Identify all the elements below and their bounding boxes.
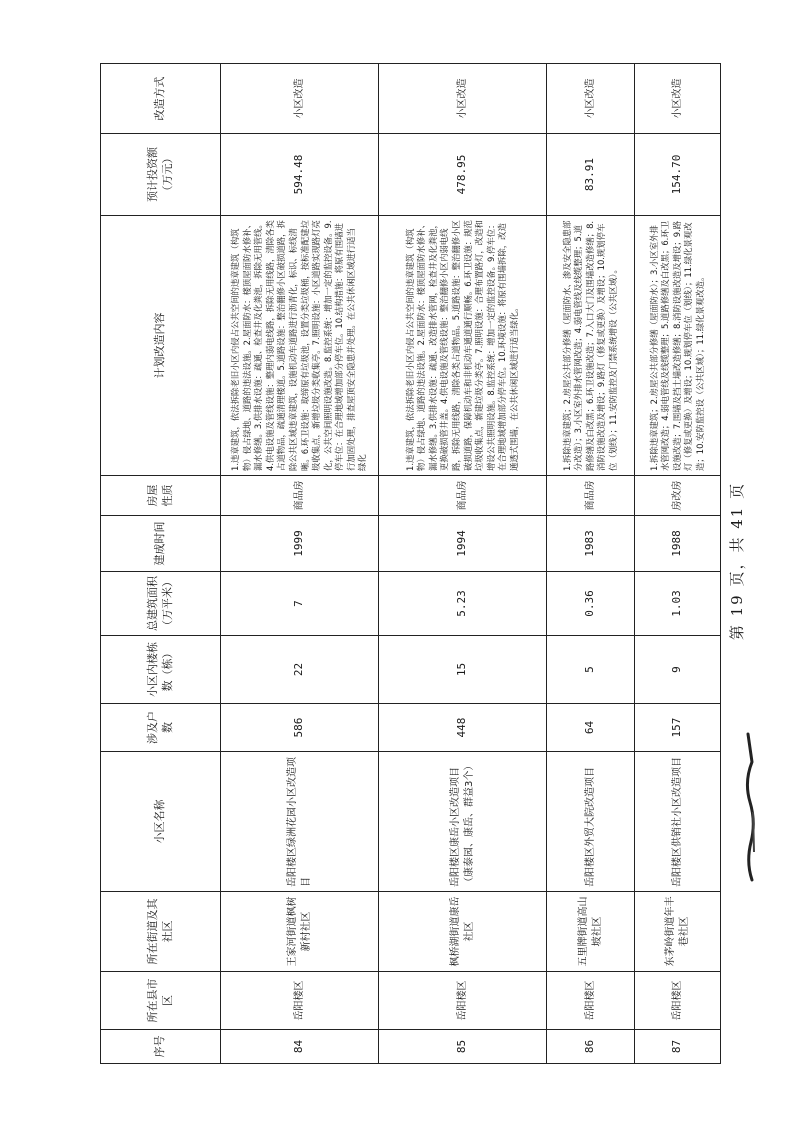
cell-nature: 商品房 [379, 476, 547, 516]
cell-year: 1999 [221, 516, 379, 572]
cell-nature: 房改房 [635, 476, 721, 516]
cell-plan: 1.拆除违章建筑；2.房屋公共部分修缮（屋面防水、渗及安全隐患部分改造）；3.小区室外排水管网改造；4.弱电管线及线缆整理；5.道路修缮及白改黑；6.环卫设施改造；7.入口大门及围墙改造修缮；8.消防设施改造及增设；9.路灯（修复或更换）及增设；10.规划停车位（划线）；11.安防监控及门禁系统增设（公共区域）。 [547, 216, 635, 476]
page-footer: 第 19 页，共 41 页 [728, 481, 746, 641]
cell-seq: 86 [547, 1030, 635, 1064]
cell-name: 岳阳楼区外贸大院改造项目 [547, 752, 635, 892]
header-buildings: 小区内楼栋数（栋） [101, 636, 221, 704]
cell-area: 0.36 [547, 572, 635, 636]
header-name: 小区名称 [101, 752, 221, 892]
cell-nature: 商品房 [547, 476, 635, 516]
cell-year: 1988 [635, 516, 721, 572]
cell-mode: 小区改造 [635, 64, 721, 134]
cell-investment: 478.95 [379, 134, 547, 216]
cell-area: 1.03 [635, 572, 721, 636]
cell-street: 王家河街道枫树新村社区 [221, 892, 379, 972]
cell-year: 1994 [379, 516, 547, 572]
cell-area: 5.23 [379, 572, 547, 636]
cell-nature: 商品房 [221, 476, 379, 516]
table-row [635, 64, 721, 1064]
cell-investment: 83.91 [547, 134, 635, 216]
header-seq: 序号 [101, 1030, 221, 1064]
cell-street: 五里牌街道高山坡社区 [547, 892, 635, 972]
renovation-table [100, 63, 721, 1064]
scan-artifact-mark [742, 732, 758, 882]
table-row [221, 64, 379, 1064]
header-year: 建成时间 [101, 516, 221, 572]
cell-county: 岳阳楼区 [547, 972, 635, 1030]
cell-households: 157 [635, 704, 721, 752]
cell-mode: 小区改造 [547, 64, 635, 134]
header-street: 所在街道及其社区 [101, 892, 221, 972]
header-households: 涉及户数 [101, 704, 221, 752]
cell-street: 东茅岭街道年丰巷社区 [635, 892, 721, 972]
table-row [379, 64, 547, 1064]
cell-county: 岳阳楼区 [635, 972, 721, 1030]
cell-name: 岳阳楼区供销社小区改造项目 [635, 752, 721, 892]
cell-county: 岳阳楼区 [379, 972, 547, 1030]
cell-seq: 87 [635, 1030, 721, 1064]
header-plan: 计划改造内容 [101, 216, 221, 476]
header-nature: 房屋性质 [101, 476, 221, 516]
cell-seq: 85 [379, 1030, 547, 1064]
cell-mode: 小区改造 [221, 64, 379, 134]
cell-street: 枫桥湖街道康岳社区 [379, 892, 547, 972]
header-county: 所在县市区 [101, 972, 221, 1030]
cell-plan: 1.拆除违章建筑；2.房屋公共部分修缮（屋面防水）；3.小区室外排水管网改造；4.弱电管线及线缆整理；5.道路修缮及白改黑；6.环卫设施改造；7.围墙及挡土墙改造修缮；8.消防设施改造及增设；9.路灯（修复或更换）及增设；10.规划停车位（划线）；11.绿化景观改造；10.安防监控设（公共区域）；11.绿化景观改造。 [635, 216, 721, 476]
cell-buildings: 15 [379, 636, 547, 704]
cell-area: 7 [221, 572, 379, 636]
cell-buildings: 9 [635, 636, 721, 704]
cell-plan: 1.违章建筑，依法拆除老旧小区内侵占公共空间的违章建筑（构筑物）侵占绿地、道路的违法设施。2.屋面防水：楼顶屋面防水修补、漏水修缮。3.供排水设施：疏通、改造排水管网，检查井及化粪池，更换破损管井盖。4.供电设施及管线设施：整治翻修小区内弱电线路，拆除无用线路，清除各类占道物品。5.道路设施：整治翻修小区破损道路，保障机动车和非机动车通道通行顺畅。6.环卫设施：规范垃圾收集点，新建垃圾分类亭。7.照明设施：合理布置路灯，改造和增设公共照明设施。8.监控系统：增加一定的监控设备。9.停车位：在合理地域增加部分停车位。10.环境设施：将原有围墙拆除，改造通透式围墙，在公共休闲区域进行适当绿化。 [379, 216, 547, 476]
header-mode: 改造方式 [101, 64, 221, 134]
cell-name: 岳阳楼区绿洲花园小区改造项目 [221, 752, 379, 892]
cell-name: 岳阳楼区康岳小区改造项目（康泰园、康岳、群益3个） [379, 752, 547, 892]
header-area: 总建筑面积（万平米） [101, 572, 221, 636]
cell-households: 586 [221, 704, 379, 752]
cell-investment: 154.70 [635, 134, 721, 216]
cell-households: 448 [379, 704, 547, 752]
cell-year: 1983 [547, 516, 635, 572]
cell-investment: 594.48 [221, 134, 379, 216]
cell-plan: 1.违章建筑，依法拆除老旧小区内侵占公共空间的违章建筑（构筑物）侵占绿地、道路的违法设施。2.屋面防水：楼顶屋面防水修补、漏水修缮。3.供排水设施：疏通、检查井及化粪池，拆除无用管线。4.供电设施及管线设施：整理内弱电线路，拆除无用线路，清除各类占道物品，疏通清理楼道。5.道路设施：整治翻修小区破损道路，拆除公共区域违章建筑，设施机动车道路进行沥青化，标识、标线清晰。6.环卫设施：取缔原有垃圾池，设置分类垃圾桶，按标准配建垃圾收集点，新增垃圾分类收集亭。7.照明设施：小区道路实现路灯亮化，公共空间照明设施改造。8.监控系统：增加一定的监控设备。9.停车位：在合理地域增加部分停车位。10.结构措施：将原有围墙进行加固处理，排查屋顶安全隐患并处理。在公共休闲区域进行适当绿化 [221, 216, 379, 476]
header-investment: 预计投资额（万元） [101, 134, 221, 216]
cell-households: 64 [547, 704, 635, 752]
cell-county: 岳阳楼区 [221, 972, 379, 1030]
header-row [101, 64, 221, 1064]
cell-buildings: 5 [547, 636, 635, 704]
cell-seq: 84 [221, 1030, 379, 1064]
cell-mode: 小区改造 [379, 64, 547, 134]
table-row [547, 64, 635, 1064]
cell-buildings: 22 [221, 636, 379, 704]
